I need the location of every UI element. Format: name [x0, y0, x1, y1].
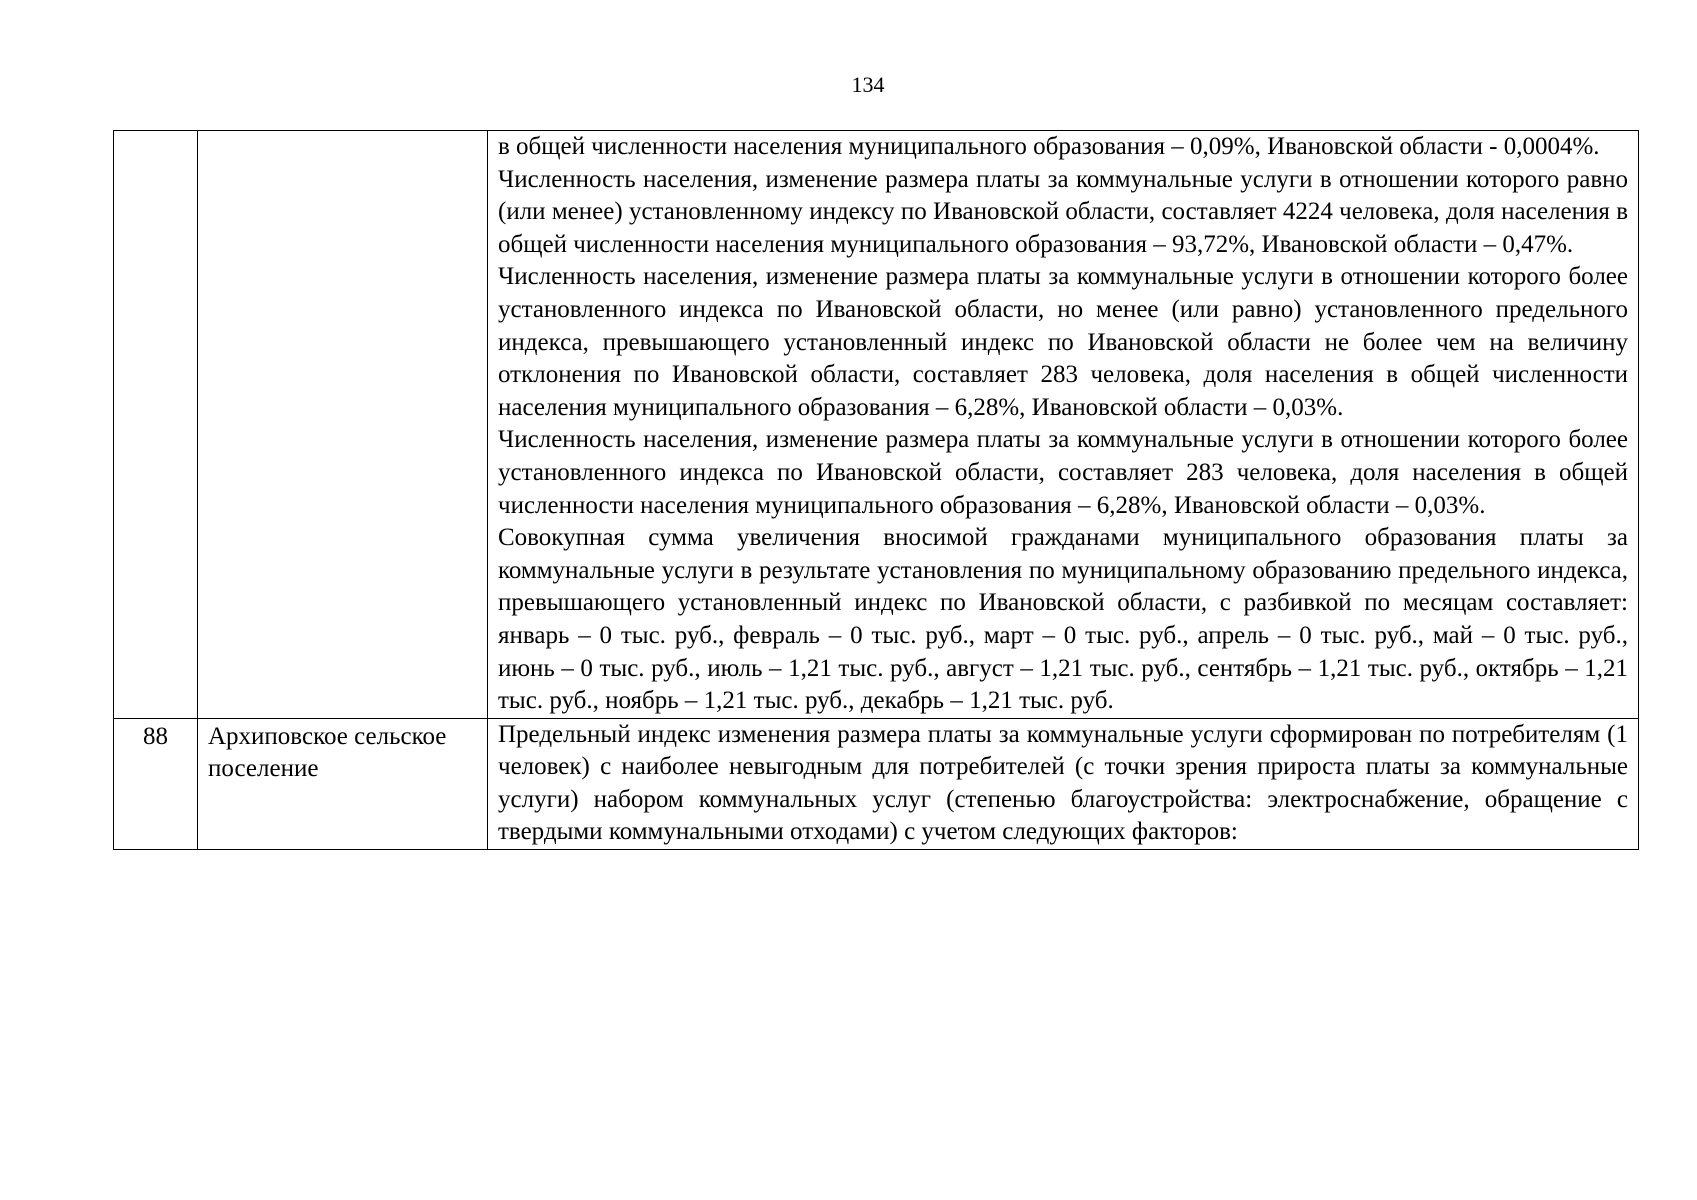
table-row: [114, 718, 1639, 849]
paragraph: Численность населения, изменение размера платы за коммунальные услуги в отношении которого равно (или менее) установленному индексу по Ивановской области, составляет 4224 человека, доля населения в общей численности населения муниципального образования – 93,72%, Ивановской области – 0,47%.: [498, 165, 1628, 258]
municipal-index-table: [113, 130, 1639, 850]
table-row: [114, 131, 1639, 719]
row-number: 88: [143, 722, 168, 750]
page-number: 134: [851, 72, 885, 97]
paragraph: Совокупная сумма увеличения вносимой гражданами муниципального образования платы за коммунальные услуги в результате установления по муниципальному образованию предельного индекса, превышающего установленный индекс по Ивановской области, с разбивкой по месяцам составляет: январь – 0 тыс. руб., февраль – 0 тыс. руб., март – 0 тыс. руб., апрель – 0 тыс. руб., май – 0 тыс. руб., июнь – 0 тыс. руб., июль – 1,21 тыс. руб., август – 1,21 тыс. руб., сентябрь – 1,21 тыс. руб., октябрь – 1,21 тыс. руб., ноябрь – 1,21 тыс. руб., декабрь – 1,21 тыс. руб.: [498, 524, 1628, 715]
paragraph: Численность населения, изменение размера платы за коммунальные услуги в отношении которого более установленного индекса по Ивановской области, составляет 283 человека, доля населения в общей численности населения муниципального образования – 6,28%, Ивановской области – 0,03%.: [498, 426, 1628, 519]
municipality-name: Архиповское сельское поселение: [208, 722, 447, 783]
row-number: [124, 131, 187, 133]
municipality-name-cell: [198, 718, 488, 849]
municipality-name-cell: [198, 131, 488, 719]
municipality-name: [208, 131, 477, 133]
description-cell: [488, 131, 1639, 719]
row-number-cell: [114, 131, 198, 719]
paragraph: Численность населения, изменение размера платы за коммунальные услуги в отношении которого более установленного индекса по Ивановской области, но менее (или равно) установленного предельного индекса, превышающего установленный индекс по Ивановской области не более чем на величину отклонения по Ивановской области, составляет 283 человека, доля населения в общей численности населения муниципального образования – 6,28%, Ивановской области – 0,03%.: [498, 263, 1628, 421]
paragraph: Предельный индекс изменения размера платы за коммунальные услуги сформирован по потребителям (1 человек) с наиболее невыгодным для потребителей (с точки зрения прироста платы за коммунальные услуги) набором коммунальных услуг (степенью благоустройства: электроснабжение, обращение с твердыми коммунальными отходами) с учетом следующих факторов:: [498, 720, 1628, 846]
paragraph: в общей численности населения муниципального образования – 0,09%, Ивановской области - 0,0004%.: [498, 133, 1600, 160]
row-number-cell: [114, 718, 198, 849]
description-cell: [488, 718, 1639, 849]
